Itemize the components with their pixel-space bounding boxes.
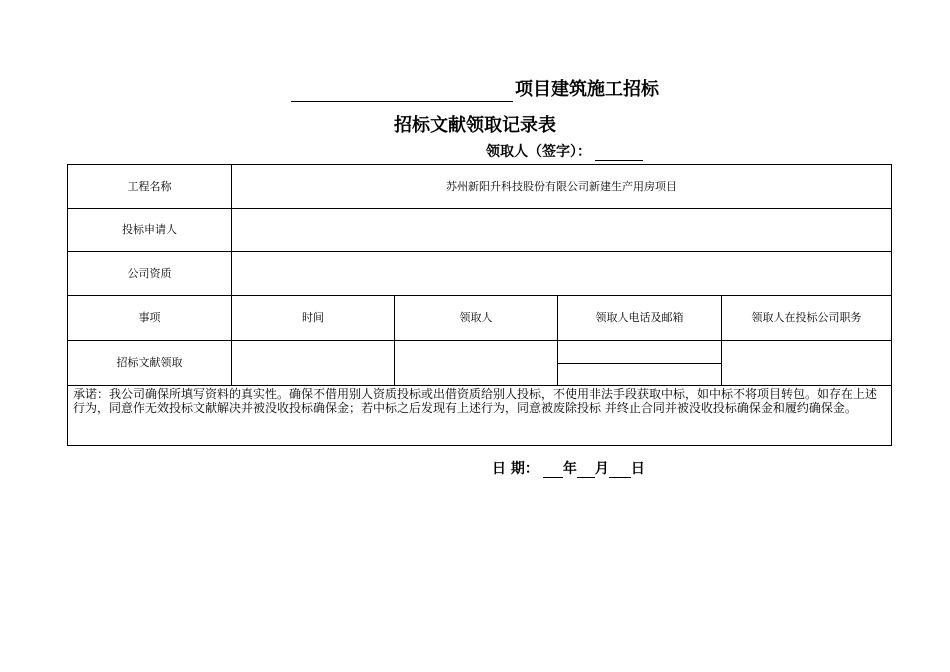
receiver-signature-blank[interactable]	[595, 146, 643, 161]
column-header-contact: 领取人电话及邮箱	[558, 296, 722, 341]
title-line1-text: 项目建筑施工招标	[515, 79, 659, 100]
applicant-label: 投标申请人	[68, 209, 232, 252]
commitment-statement: 承诺：我公司确保所填写资料的真实性。确保不借用别人资质投标或出借资质给别人投标，不使用非法手段获取中标，如中标不将项目转包。如存在上述行为，同意作无效投标文献解决并被没收投标确保金；若中标之后发现有上述行为，同意被废除投标 并终止合同并被没收投标确保金和履约确保金。	[68, 386, 892, 446]
year-label: 年	[562, 461, 577, 477]
day-blank[interactable]	[609, 463, 631, 478]
contact-field[interactable]	[558, 341, 722, 386]
column-header-time: 时间	[232, 296, 395, 341]
date-label: 日 期：	[492, 461, 539, 477]
time-field[interactable]	[232, 341, 395, 386]
table-row	[68, 386, 892, 446]
column-header-item: 事项	[68, 296, 232, 341]
qualification-label: 公司资质	[68, 252, 232, 296]
qualification-field[interactable]	[232, 252, 892, 296]
phone-subfield[interactable]	[558, 341, 721, 364]
month-blank[interactable]	[577, 463, 595, 478]
table-row	[68, 341, 892, 386]
applicant-field[interactable]	[232, 209, 892, 252]
project-name-value[interactable]: 苏州新阳升科技股份有限公司新建生产用房项目	[232, 165, 892, 209]
project-name-blank[interactable]	[291, 81, 513, 102]
year-blank[interactable]	[543, 463, 563, 478]
table-header-row	[68, 296, 892, 341]
day-label: 日	[630, 461, 645, 477]
column-header-position: 领取人在投标公司职务	[722, 296, 892, 341]
date-line	[492, 460, 645, 478]
table-row	[68, 252, 892, 296]
month-label: 月	[594, 461, 609, 477]
receiver-label: 领取人（签字）：	[486, 144, 591, 160]
table-row	[68, 209, 892, 252]
position-field[interactable]	[722, 341, 892, 386]
column-header-receiver: 领取人	[395, 296, 558, 341]
project-name-label: 工程名称	[68, 165, 232, 209]
collection-row-label: 招标文献领取	[68, 341, 232, 386]
receiver-signature-line	[486, 143, 643, 161]
table-row	[68, 165, 892, 209]
collection-record-table	[67, 164, 892, 446]
contact-field-stack	[558, 341, 721, 364]
document-title-line2: 招标文献领取记录表	[394, 115, 556, 136]
document-title-line1	[0, 78, 950, 102]
receiver-field[interactable]	[395, 341, 558, 386]
